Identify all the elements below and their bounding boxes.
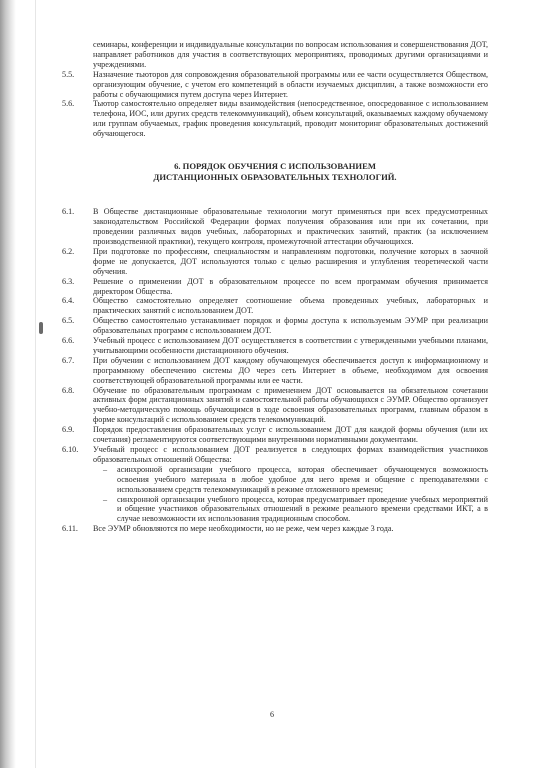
list-item xyxy=(93,495,488,525)
list-item xyxy=(93,465,488,495)
dash-marker: – xyxy=(103,464,108,474)
clause-number: 6.10. xyxy=(62,445,79,454)
clause-text: Назначение тьюторов для сопровождения образовательной программы или ее части осуществляется Обществом, организующим обучение, с учетом его компетенций в области изучаемых дисциплин, а также возможности его работы с обучающимися путем доступа через Интернет. xyxy=(93,69,488,99)
clause-number: 6.6. xyxy=(62,336,75,346)
clause-6-6 xyxy=(62,336,488,356)
clause-6-1 xyxy=(62,207,488,247)
clause-text: Тьютор самостоятельно определяет виды взаимодействия (непосредственное, опосредованное с использованием телефона, ИОС, или других средств телекоммуникаций), объем консультаций, оказываемых каждому обучаемому или группам обучаемых, график проведения консультаций, проводит мониторинг образовательных достижений обучающегося. xyxy=(93,99,488,139)
clause-number: 6.5. xyxy=(62,316,75,326)
clause-5-5 xyxy=(62,70,488,100)
clause-number: 5.6. xyxy=(62,99,75,109)
binding-shadow xyxy=(0,0,16,768)
clause-text: Все ЭУМР обновляются по мере необходимости, но не реже, чем через каждые 3 года. xyxy=(93,524,394,534)
dash-marker: – xyxy=(103,494,108,504)
clause-5-6 xyxy=(62,99,488,139)
clause-number: 6.9. xyxy=(62,425,75,435)
clause-number: 6.8. xyxy=(62,385,75,395)
binding-line xyxy=(35,0,36,768)
clause-6-7 xyxy=(62,356,488,386)
clause-text: Учебный процесс с использованием ДОТ осуществляется в соответствии с утвержденными учебными планами, учитывающими особенности дистанционного обучения. xyxy=(93,336,488,355)
clause-text: Обучение по образовательным программам с применением ДОТ основывается на обязательном сочетании активных форм дистанционных занятий и самостоятельной работы обучающихся с ЭУМР. Общество организует учебно-методическую помощь обучающимся в ходе освоения образовательных программ, главным образом в форме консультаций с использованием средств телекоммуникаций. xyxy=(93,385,488,425)
ink-mark xyxy=(39,322,43,334)
clause-number: 6.1. xyxy=(62,207,75,217)
clause-number: 6.7. xyxy=(62,355,75,365)
clause-number: 6.2. xyxy=(62,246,75,256)
clause-text: Порядок предоставления образовательных услуг с использованием ДОТ для каждой формы обучения (или их сочетания) регламентируются соответствующими внутренними нормативными документами. xyxy=(93,425,488,445)
clause-text: Решение о применении ДОТ в образовательном процессе по всем программам обучения принимается директором Общества. xyxy=(93,276,488,296)
clause-number: 6.3. xyxy=(62,276,75,286)
section-heading-line-1: 6. ПОРЯДОК ОБУЧЕНИЯ С ИСПОЛЬЗОВАНИЕМ xyxy=(174,161,376,172)
clause-6-4 xyxy=(62,296,488,316)
clause-6-9 xyxy=(62,425,488,445)
clause-6-2 xyxy=(62,247,488,277)
page-number: 6 xyxy=(270,710,274,719)
clause-6-11 xyxy=(62,524,488,534)
clause-text: При обучении с использованием ДОТ каждому обучающемуся обеспечивается доступ к информационному и программному обеспечению системы ДО через сеть Интернет в объеме, необходимом для освоения соответствующей образовательной программы или ее части. xyxy=(93,355,488,385)
clause-text: Общество самостоятельно определяет соотношение объема проведенных учебных, лабораторных и практических занятий с использованием ДОТ. xyxy=(93,296,488,316)
clause-text: Учебный процесс с использованием ДОТ реализуется в следующих формах взаимодействия участников образовательных отношений Общества: xyxy=(93,445,488,464)
section-heading xyxy=(62,161,488,182)
clause-text: В Обществе дистанционные образовательные технологии могут применяться при всех предусмотренных законодательством Российской Федерации формах получения образования или при их сочетании, при проведении различных видов учебных, лабораторных и практических занятий, практик (за исключением производственной практики), текущего контроля, промежуточной аттестации обучающихся. xyxy=(93,207,488,246)
lead-paragraph: семинары, конференции и индивидуальные консультации по вопросам использования и совершенствования ДОТ, направляет работников для участия в соответствующих мероприятиях, проводимых другими организациями и учреждениями. xyxy=(93,40,488,69)
document-body xyxy=(62,40,488,534)
section-heading-line-2: ДИСТАНЦИОННЫХ ОБРАЗОВАТЕЛЬНЫХ ТЕХНОЛОГИЙ. xyxy=(153,171,397,182)
clause-number: 5.5. xyxy=(62,69,75,79)
list-item-text: синхронной организации учебного процесса, которая предусматривает проведение учебных мероприятий и общение участников образовательных отношений в режиме реального времени средствами ИКТ, а в случае невозможности их использования традиционным способом. xyxy=(117,494,488,524)
clause-6-10 xyxy=(62,445,488,465)
bullet-list xyxy=(62,465,488,524)
clause-6-5 xyxy=(62,316,488,336)
clause-text: Общество самостоятельно устанавливает порядок и формы доступа к используемым ЭУМР при реализации образовательных программ с использованием ДОТ. xyxy=(93,316,488,336)
clause-number: 6.11. xyxy=(62,524,78,534)
clause-6-8 xyxy=(62,386,488,426)
clause-number: 6.4. xyxy=(62,296,75,306)
clause-6-3 xyxy=(62,277,488,297)
clause-text: При подготовке по профессиям, специальностям и направлениям подготовки, получение которых в заочной форме не допускается, ДОТ используются только с целью расширения и углубления теоретической части обучения. xyxy=(93,246,488,276)
list-item-text: асинхронной организации учебного процесса, которая обеспечивает обучающемуся возможность освоения учебного материала в любое удобное для него время и общение с преподавателями с использованием средств телекоммуникаций в режиме отложенного времени; xyxy=(117,464,488,494)
